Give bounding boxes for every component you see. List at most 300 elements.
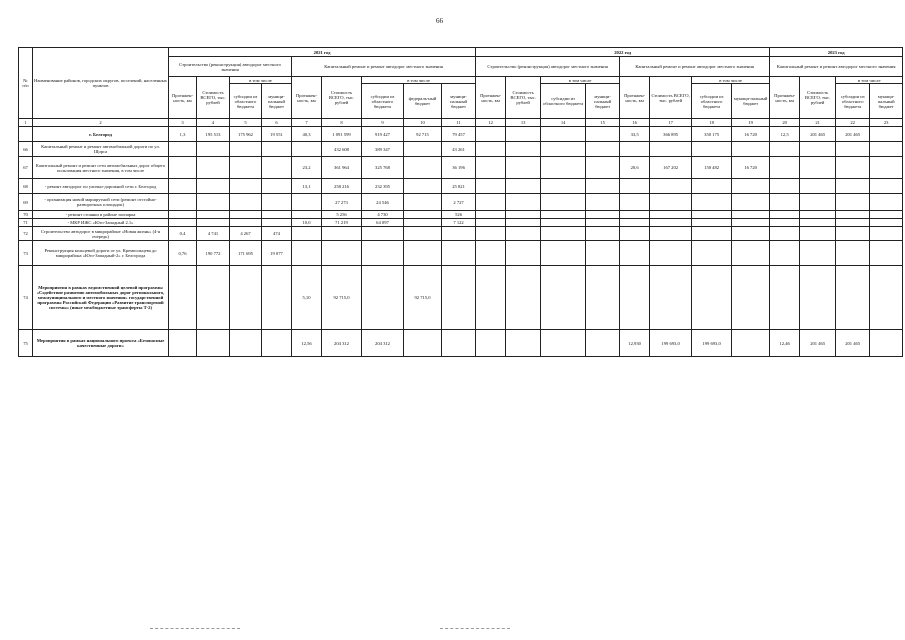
cell-c9 [362,241,404,266]
cell-c4 [197,179,230,194]
cell-c7 [292,142,322,157]
cell-c12 [476,157,506,179]
cell-c15 [586,142,620,157]
h-municipal: муници-пальный бюджет [262,84,292,119]
h-cost: Стоимость ВСЕГО, тыс. рублей [322,77,362,119]
cell-c16: 20,6 [620,157,650,179]
cell-c4: 4 741 [197,227,230,241]
h-subsidy: субсидии из областного бюджета [230,84,262,119]
table-row [19,227,903,241]
h-municipal: муници-пальный бюджет [442,84,476,119]
cell-c14 [541,227,586,241]
h-subsidy: субсидии из областного бюджета [836,84,870,119]
cell-c5 [230,211,262,219]
cell-c5 [230,266,262,330]
col-number: 22 [836,119,870,127]
row-number: 73 [19,241,33,266]
col-number: 3 [169,119,197,127]
cell-c6 [262,266,292,330]
cell-c10: 92 715,0 [404,266,442,330]
cell-c7: 23,2 [292,157,322,179]
cell-c12 [476,219,506,227]
cell-c18: 199 693,0 [692,330,732,357]
header-2021-construction: Строительство (реконструкция) автодорог местного значения [169,57,292,77]
h-cost: Стоимость ВСЕГО, тыс. рублей [506,77,541,119]
cell-c22 [836,227,870,241]
cell-c18 [692,179,732,194]
cell-c5 [230,157,262,179]
table-row [19,211,903,219]
cell-c14 [541,211,586,219]
cell-c13 [506,211,541,219]
row-name: - ремонт стоянки в районе зоопарка [33,211,169,219]
row-name: Строительство автодорог в микрорайоне «Новая жизнь» (4-я очередь) [33,227,169,241]
table-row [19,179,903,194]
cell-c7 [292,241,322,266]
cell-c10 [404,179,442,194]
cell-c23 [870,127,903,142]
col-number: 8 [322,119,362,127]
h-length: Протяжен-ность, км [620,77,650,119]
cell-c22: 201 465 [836,330,870,357]
header-2022-construction: Строительство (реконструкция) автодорог местного значения [476,57,620,77]
cell-c13 [506,194,541,211]
cell-c23 [870,179,903,194]
col-number: 1 [19,119,33,127]
cell-c11 [442,266,476,330]
cell-c18 [692,219,732,227]
cell-c11 [442,227,476,241]
cell-c16 [620,227,650,241]
header-2022-capital-repair: Капитальный ремонт и ремонт автодорог местного значения [620,57,770,77]
cell-c22: 201 465 [836,127,870,142]
cell-c8: 5 256 [322,211,362,219]
row-name: Капитальный ремонт и ремонт сети автомобильных дорог общего пользования местного значения, в том числе [33,157,169,179]
cell-c3 [169,330,197,357]
table-body [19,127,903,357]
cell-c5 [230,194,262,211]
cell-c5: 4 267 [230,227,262,241]
cell-c4: 195 513 [197,127,230,142]
cell-c6: 474 [262,227,292,241]
cell-c9 [362,266,404,330]
cell-c21 [800,142,836,157]
cell-c3: 0,4 [169,227,197,241]
cell-c8: 432 608 [322,142,362,157]
cell-c17 [650,142,692,157]
cell-c9: 232 395 [362,179,404,194]
cell-c18 [692,227,732,241]
cell-c4 [197,266,230,330]
cell-c3 [169,266,197,330]
col-number: 4 [197,119,230,127]
h-length: Протяжен-ность, км [770,77,800,119]
cell-c16 [620,194,650,211]
cell-c17: 167 202 [650,157,692,179]
column-number-row [19,119,903,127]
cell-c22 [836,179,870,194]
col-number: 14 [541,119,586,127]
cell-c7: 5,10 [292,266,322,330]
col-number: 17 [650,119,692,127]
budget-table-container [18,47,903,357]
cell-c23 [870,330,903,357]
cell-c14 [541,179,586,194]
cell-c13 [506,127,541,142]
cell-c12 [476,266,506,330]
cell-c7 [292,227,322,241]
cell-c4 [197,142,230,157]
budget-table [18,47,903,357]
row-number: 74 [19,266,33,330]
h-cost: Стоимость ВСЕГО, тыс. рублей [197,77,230,119]
cell-c11: 25 821 [442,179,476,194]
row-name: Мероприятия в рамках ведомственной целевой программы «Содействие развитию автомобильных дорог регионального, межмуниципального и местного значения» государственной программы Российской Федерации «Развитие транспортной системы» (иные межбюджетные трансферты Т-2) [33,266,169,330]
col-number: 15 [586,119,620,127]
cell-c18: 350 175 [692,127,732,142]
cell-c17 [650,266,692,330]
cell-c7: 10,0 [292,219,322,227]
cell-c3 [169,194,197,211]
col-number: 2 [33,119,169,127]
table-row [19,241,903,266]
cell-c11: 36 196 [442,157,476,179]
cell-c6 [262,179,292,194]
row-name: г. Белгород [33,127,169,142]
cell-c23 [870,241,903,266]
cell-c19 [732,227,770,241]
row-name: - МКР ИЖС «Юго-Западный 2.1» [33,219,169,227]
cell-c10 [404,227,442,241]
cell-c22 [836,219,870,227]
cell-c15 [586,157,620,179]
cell-c21 [800,157,836,179]
cell-c5 [230,142,262,157]
cell-c4 [197,330,230,357]
cell-c8 [322,227,362,241]
h-subsidy: субсидии из областного бюджета [541,84,586,119]
cell-c20: 12,46 [770,330,800,357]
cell-c21 [800,266,836,330]
cell-c8: 204 312 [322,330,362,357]
row-number [19,127,33,142]
h-length: Протяжен-ность, км [476,77,506,119]
cell-c22 [836,211,870,219]
cell-c9: 325 768 [362,157,404,179]
cell-c20 [770,211,800,219]
cell-c17 [650,227,692,241]
h-including: в том числе [836,77,903,84]
h-including: в том числе [692,77,770,84]
cell-c17: 199 693,0 [650,330,692,357]
cell-c15 [586,211,620,219]
cell-c21: 201 465 [800,330,836,357]
cell-c16: 12,930 [620,330,650,357]
cell-c16 [620,219,650,227]
cell-c20 [770,194,800,211]
cell-c12 [476,227,506,241]
table-row [19,142,903,157]
cell-c21 [800,241,836,266]
col-number: 5 [230,119,262,127]
cell-c3: 0,76 [169,241,197,266]
cell-c7: 12,56 [292,330,322,357]
cell-c13 [506,266,541,330]
cell-c16 [620,266,650,330]
cell-c21 [800,179,836,194]
cell-c12 [476,127,506,142]
cell-c10 [404,241,442,266]
cell-c23 [870,266,903,330]
col-number: 6 [262,119,292,127]
cell-c17 [650,194,692,211]
h-including: в том числе [541,77,620,84]
cell-c16 [620,142,650,157]
cell-c17 [650,219,692,227]
row-number: 75 [19,330,33,357]
h-length: Протяжен-ность, км [169,77,197,119]
cell-c4 [197,194,230,211]
cell-c19: 16 720 [732,127,770,142]
h-municipal: муници-пальный бюджет [586,84,620,119]
cell-c13 [506,241,541,266]
cell-c13 [506,219,541,227]
cell-c15 [586,179,620,194]
cell-c5: 175 962 [230,127,262,142]
h-cost: Стоимость ВСЕГО, тыс. рублей [650,77,692,119]
header-2023-capital-repair: Капитальный ремонт и ремонт автодорог местного значения [770,57,903,77]
cell-c8: 71 219 [322,219,362,227]
cell-c4 [197,219,230,227]
cell-c21: 201 465 [800,127,836,142]
cell-c3 [169,157,197,179]
h-cost: Стоимость ВСЕГО, тыс. рублей [800,77,836,119]
cell-c21 [800,219,836,227]
cell-c22 [836,241,870,266]
cell-c5 [230,219,262,227]
cell-c13 [506,179,541,194]
cell-c18 [692,211,732,219]
cell-c19 [732,142,770,157]
header-no: № п/п [19,48,33,119]
row-number: 66 [19,142,33,157]
cell-c21 [800,211,836,219]
cell-c22 [836,194,870,211]
cell-c4: 190 772 [197,241,230,266]
cell-c6 [262,219,292,227]
cell-c19 [732,241,770,266]
cell-c20 [770,241,800,266]
cell-c18 [692,241,732,266]
row-name: Мероприятия в рамках национального проекта «Безопасные качественные дороги» [33,330,169,357]
header-name: Наименование районов, городских округов, поселений, населенных пунктов [33,48,169,119]
col-number: 11 [442,119,476,127]
cell-c7 [292,211,322,219]
row-name: Капитальный ремонт и ремонт автомобильной дороги по ул. Щорса [33,142,169,157]
h-municipal: муници-пальный бюджет [870,84,903,119]
cell-c17 [650,241,692,266]
cell-c12 [476,142,506,157]
cell-c8 [322,241,362,266]
cell-c4 [197,211,230,219]
cell-c19 [732,194,770,211]
cell-c6 [262,211,292,219]
cell-c16 [620,211,650,219]
cell-c23 [870,157,903,179]
scan-artifact [440,628,510,629]
col-number: 10 [404,119,442,127]
cell-c8: 92 715,0 [322,266,362,330]
cell-c9: 204 312 [362,330,404,357]
cell-c11: 79 457 [442,127,476,142]
cell-c17 [650,211,692,219]
col-number: 9 [362,119,404,127]
cell-c18: 150 482 [692,157,732,179]
cell-c10 [404,142,442,157]
cell-c21 [800,194,836,211]
col-number: 19 [732,119,770,127]
cell-c15 [586,266,620,330]
scan-artifact [150,628,240,629]
cell-c22 [836,157,870,179]
cell-c19 [732,219,770,227]
cell-c17: 366 895 [650,127,692,142]
cell-c12 [476,241,506,266]
cell-c14 [541,241,586,266]
row-number: 71 [19,219,33,227]
table-row [19,219,903,227]
cell-c9 [362,227,404,241]
table-row [19,266,903,330]
cell-c19 [732,211,770,219]
cell-c11 [442,241,476,266]
row-number: 68 [19,179,33,194]
cell-c7: 13,1 [292,179,322,194]
cell-c12 [476,179,506,194]
col-number: 23 [870,119,903,127]
cell-c9: 4 730 [362,211,404,219]
cell-c21 [800,227,836,241]
cell-c8: 27 273 [322,194,362,211]
cell-c6: 19 551 [262,127,292,142]
cell-c10 [404,157,442,179]
cell-c10 [404,330,442,357]
cell-c13 [506,227,541,241]
cell-c8: 361 964 [322,157,362,179]
cell-c16: 33,5 [620,127,650,142]
cell-c20 [770,219,800,227]
cell-c6 [262,157,292,179]
col-number: 20 [770,119,800,127]
table-row [19,157,903,179]
table-row [19,330,903,357]
cell-c23 [870,142,903,157]
cell-c22 [836,266,870,330]
cell-c9: 24 546 [362,194,404,211]
col-number: 16 [620,119,650,127]
cell-c12 [476,194,506,211]
table-row [19,127,903,142]
cell-c19 [732,330,770,357]
cell-c8: 258 216 [322,179,362,194]
cell-c20 [770,142,800,157]
cell-c13 [506,157,541,179]
cell-c12 [476,211,506,219]
cell-c16 [620,241,650,266]
h-including: в том числе [362,77,476,84]
cell-c9: 389 347 [362,142,404,157]
cell-c15 [586,219,620,227]
cell-c11: 43 261 [442,142,476,157]
cell-c15 [586,241,620,266]
cell-c7 [292,194,322,211]
cell-c20 [770,227,800,241]
cell-c3 [169,211,197,219]
cell-c17 [650,179,692,194]
cell-c19 [732,179,770,194]
cell-c10 [404,211,442,219]
col-number: 12 [476,119,506,127]
cell-c11 [442,330,476,357]
h-including: в том числе [230,77,292,84]
cell-c14 [541,127,586,142]
cell-c8: 1 091 599 [322,127,362,142]
cell-c15 [586,194,620,211]
cell-c10: 92 715 [404,127,442,142]
cell-c15 [586,227,620,241]
cell-c11: 7 122 [442,219,476,227]
cell-c14 [541,266,586,330]
cell-c12 [476,330,506,357]
cell-c11: 526 [442,211,476,219]
cell-c23 [870,194,903,211]
cell-c19: 16 720 [732,157,770,179]
h-federal: федераль-ный бюджет [404,84,442,119]
cell-c14 [541,330,586,357]
page-number: 66 [436,17,443,25]
cell-c9: 64 097 [362,219,404,227]
cell-c3 [169,219,197,227]
cell-c13 [506,330,541,357]
cell-c18 [692,142,732,157]
h-subsidy: субсидии из областного бюджета [692,84,732,119]
cell-c20: 12,5 [770,127,800,142]
cell-c14 [541,142,586,157]
row-number: 70 [19,211,33,219]
row-number: 72 [19,227,33,241]
col-number: 7 [292,119,322,127]
cell-c16 [620,179,650,194]
cell-c13 [506,142,541,157]
row-name: - ремонт автодорог по улично-дорожной сети г. Белгород [33,179,169,194]
cell-c14 [541,194,586,211]
cell-c4 [197,157,230,179]
cell-c19 [732,266,770,330]
cell-c23 [870,227,903,241]
table-row [19,194,903,211]
cell-c3: 1,3 [169,127,197,142]
cell-c20 [770,157,800,179]
cell-c3 [169,142,197,157]
cell-c20 [770,179,800,194]
cell-c5 [230,330,262,357]
cell-c15 [586,127,620,142]
cell-c3 [169,179,197,194]
header-year-2023: 2023 год [770,48,903,57]
row-name: - организация новой маршрутной сети (ремонт отстойно-разворотных площадок) [33,194,169,211]
cell-c23 [870,211,903,219]
cell-c6: 19 077 [262,241,292,266]
